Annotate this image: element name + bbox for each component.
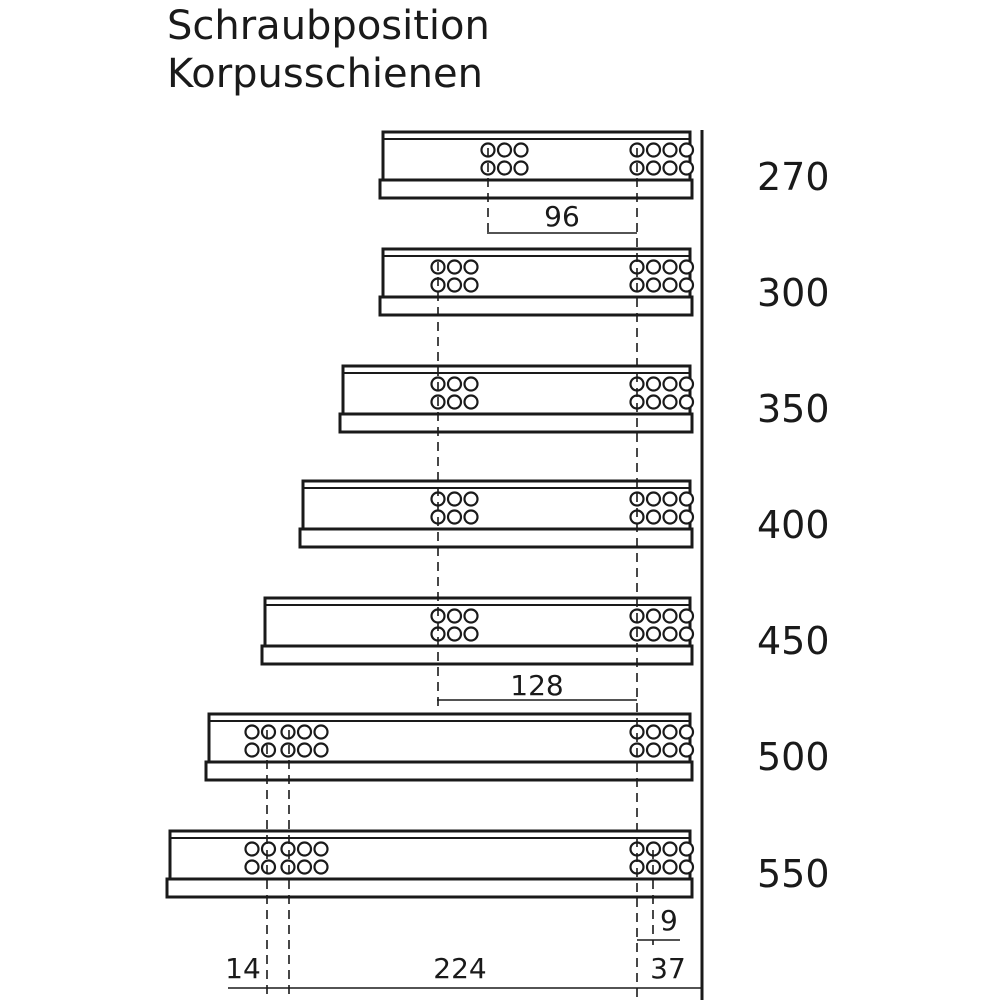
rail-length-label-270: 270 — [757, 155, 830, 199]
screw-hole-icon — [282, 843, 295, 856]
screw-hole-icon — [298, 726, 311, 739]
screw-hole-icon — [664, 861, 677, 874]
screw-hole-icon — [448, 511, 461, 524]
screw-hole-icon — [664, 511, 677, 524]
rail-length-label-500: 500 — [757, 735, 830, 779]
screw-hole-icon — [664, 610, 677, 623]
screw-hole-icon — [664, 279, 677, 292]
screw-hole-icon — [465, 261, 478, 274]
rail-base — [340, 414, 692, 432]
screw-hole-icon — [448, 628, 461, 641]
screw-hole-icon — [647, 511, 660, 524]
screw-hole-icon — [680, 726, 693, 739]
screw-hole-icon — [262, 843, 275, 856]
rail-2 — [380, 249, 693, 315]
screw-hole-icon — [647, 744, 660, 757]
screw-hole-icon — [680, 378, 693, 391]
screw-hole-icon — [647, 493, 660, 506]
screw-hole-icon — [298, 861, 311, 874]
rail-base — [300, 529, 692, 547]
screw-hole-icon — [465, 610, 478, 623]
screw-hole-icon — [664, 628, 677, 641]
screw-hole-icon — [647, 378, 660, 391]
screw-hole-icon — [498, 144, 511, 157]
screw-hole-icon — [315, 861, 328, 874]
screw-hole-icon — [465, 511, 478, 524]
screw-hole-icon — [246, 861, 259, 874]
screw-hole-icon — [647, 396, 660, 409]
screw-hole-icon — [315, 843, 328, 856]
screw-hole-icon — [465, 628, 478, 641]
screw-hole-icon — [448, 493, 461, 506]
title-line-2: Korpusschienen — [167, 51, 483, 97]
screw-hole-icon — [298, 843, 311, 856]
dim-label-14: 14 — [225, 952, 261, 985]
screw-hole-icon — [448, 261, 461, 274]
dim-label-9: 9 — [660, 904, 678, 937]
screw-hole-icon — [680, 628, 693, 641]
rail-base — [262, 646, 692, 664]
screw-hole-icon — [465, 279, 478, 292]
screw-hole-icon — [262, 861, 275, 874]
screw-hole-icon — [664, 726, 677, 739]
title-line-1: Schraubposition — [167, 3, 490, 49]
screw-hole-icon — [664, 396, 677, 409]
screw-hole-icon — [298, 744, 311, 757]
rail-base — [206, 762, 692, 780]
screw-hole-icon — [246, 726, 259, 739]
screw-hole-icon — [680, 843, 693, 856]
rail-1 — [380, 132, 693, 198]
screw-hole-icon — [647, 628, 660, 641]
dim-label-224: 224 — [433, 952, 487, 985]
screw-hole-icon — [664, 843, 677, 856]
screw-hole-icon — [680, 511, 693, 524]
screw-hole-icon — [282, 744, 295, 757]
screw-hole-icon — [680, 493, 693, 506]
screw-hole-icon — [664, 261, 677, 274]
screw-hole-icon — [262, 726, 275, 739]
screw-hole-icon — [282, 726, 295, 739]
screw-hole-icon — [647, 261, 660, 274]
screw-hole-icon — [680, 744, 693, 757]
screw-hole-icon — [664, 744, 677, 757]
screw-hole-icon — [262, 744, 275, 757]
rail-5 — [262, 598, 693, 664]
dim-label-37: 37 — [650, 952, 686, 985]
screw-hole-icon — [664, 378, 677, 391]
rail-length-label-550: 550 — [757, 852, 830, 896]
rail-4 — [300, 481, 693, 547]
screw-hole-icon — [448, 396, 461, 409]
screw-hole-icon — [315, 744, 328, 757]
dim-label-128: 128 — [510, 669, 564, 702]
screw-hole-icon — [515, 144, 528, 157]
screw-hole-icon — [664, 493, 677, 506]
rail-length-label-300: 300 — [757, 271, 830, 315]
screw-hole-icon — [465, 378, 478, 391]
rails — [167, 132, 693, 897]
screw-hole-icon — [498, 162, 511, 175]
screw-hole-icon — [680, 162, 693, 175]
screw-hole-icon — [282, 861, 295, 874]
screw-hole-icon — [680, 396, 693, 409]
screw-hole-icon — [680, 261, 693, 274]
screw-hole-icon — [647, 610, 660, 623]
screw-hole-icon — [246, 843, 259, 856]
screw-hole-icon — [647, 279, 660, 292]
rail-length-label-450: 450 — [757, 619, 830, 663]
rail-base — [167, 879, 692, 897]
screw-hole-icon — [315, 726, 328, 739]
screw-hole-icon — [680, 144, 693, 157]
rail-base — [380, 180, 692, 198]
rail-base — [380, 297, 692, 315]
rail-6 — [206, 714, 693, 780]
rail-3 — [340, 366, 693, 432]
screw-hole-icon — [465, 396, 478, 409]
screw-hole-icon — [680, 610, 693, 623]
screw-hole-icon — [664, 144, 677, 157]
screw-hole-icon — [680, 279, 693, 292]
screw-hole-icon — [647, 144, 660, 157]
screw-hole-icon — [647, 162, 660, 175]
rail-length-label-400: 400 — [757, 503, 830, 547]
screw-hole-icon — [465, 493, 478, 506]
rail-7 — [167, 831, 693, 897]
screw-hole-icon — [664, 162, 677, 175]
rail-length-label-350: 350 — [757, 387, 830, 431]
screw-hole-icon — [246, 744, 259, 757]
screw-hole-icon — [647, 726, 660, 739]
screw-hole-icon — [448, 279, 461, 292]
screw-hole-icon — [515, 162, 528, 175]
dim-label-96: 96 — [544, 200, 580, 233]
screw-hole-icon — [448, 378, 461, 391]
screw-hole-icon — [680, 861, 693, 874]
screw-hole-icon — [448, 610, 461, 623]
